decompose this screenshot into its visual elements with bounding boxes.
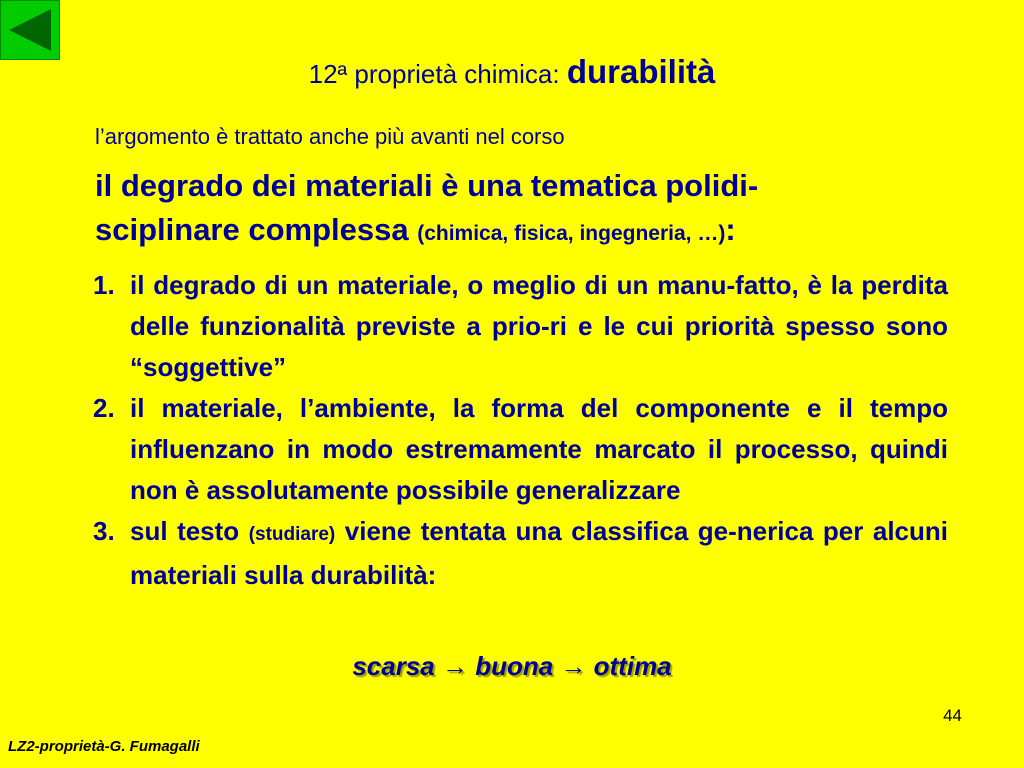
intro-line-2 [95, 208, 955, 256]
intro-line-2-colon: : [725, 212, 736, 247]
list-item-text-before: sul testo [130, 516, 249, 546]
list-item [93, 265, 948, 388]
list-item-text: il materiale, l’ambiente, la forma del componente e il tempo influenzano in modo estremamente marcato il processo, quindi non è assolutamente possibile generalizzare [130, 393, 948, 505]
list-item-number: 2. [93, 393, 115, 423]
footer-credit: LZ2-proprietà-G. Fumagalli [8, 738, 200, 755]
list-item-number: 3. [93, 516, 115, 546]
intro-line-1: il degrado dei materiali è una tematica polidi- [95, 168, 759, 203]
title-prefix: 12ª proprietà chimica: [308, 59, 567, 89]
page-number: 44 [943, 706, 962, 725]
list-item-number: 1. [93, 270, 115, 300]
points-list [93, 265, 948, 596]
subtitle: l’argomento è trattato anche più avanti nel corso [95, 124, 565, 149]
intro-line-2-note: (chimica, fisica, ingegneria, …) [417, 222, 726, 245]
list-item-text-after: viene tentata una classifica ge-nerica per alcuni materiali sulla durabilità: [130, 516, 948, 590]
list-item [93, 388, 948, 511]
list-item-text-note: (studiare) [248, 524, 336, 545]
title-emphasis: durabilità [566, 53, 716, 90]
list-item [93, 511, 948, 596]
intro-statement [95, 164, 955, 256]
left-triangle-icon [1, 1, 59, 59]
intro-line-2-main: sciplinare complessa [95, 212, 418, 247]
back-button[interactable] [0, 0, 60, 60]
slide-title [0, 52, 1024, 94]
durability-scale: scarsa → buona → ottima [352, 651, 672, 681]
list-item-text: il degrado di un materiale, o meglio di un manu-fatto, è la perdita delle funzionalità previste a prio-ri e le cui priorità spesso sono “soggettive” [130, 270, 948, 382]
